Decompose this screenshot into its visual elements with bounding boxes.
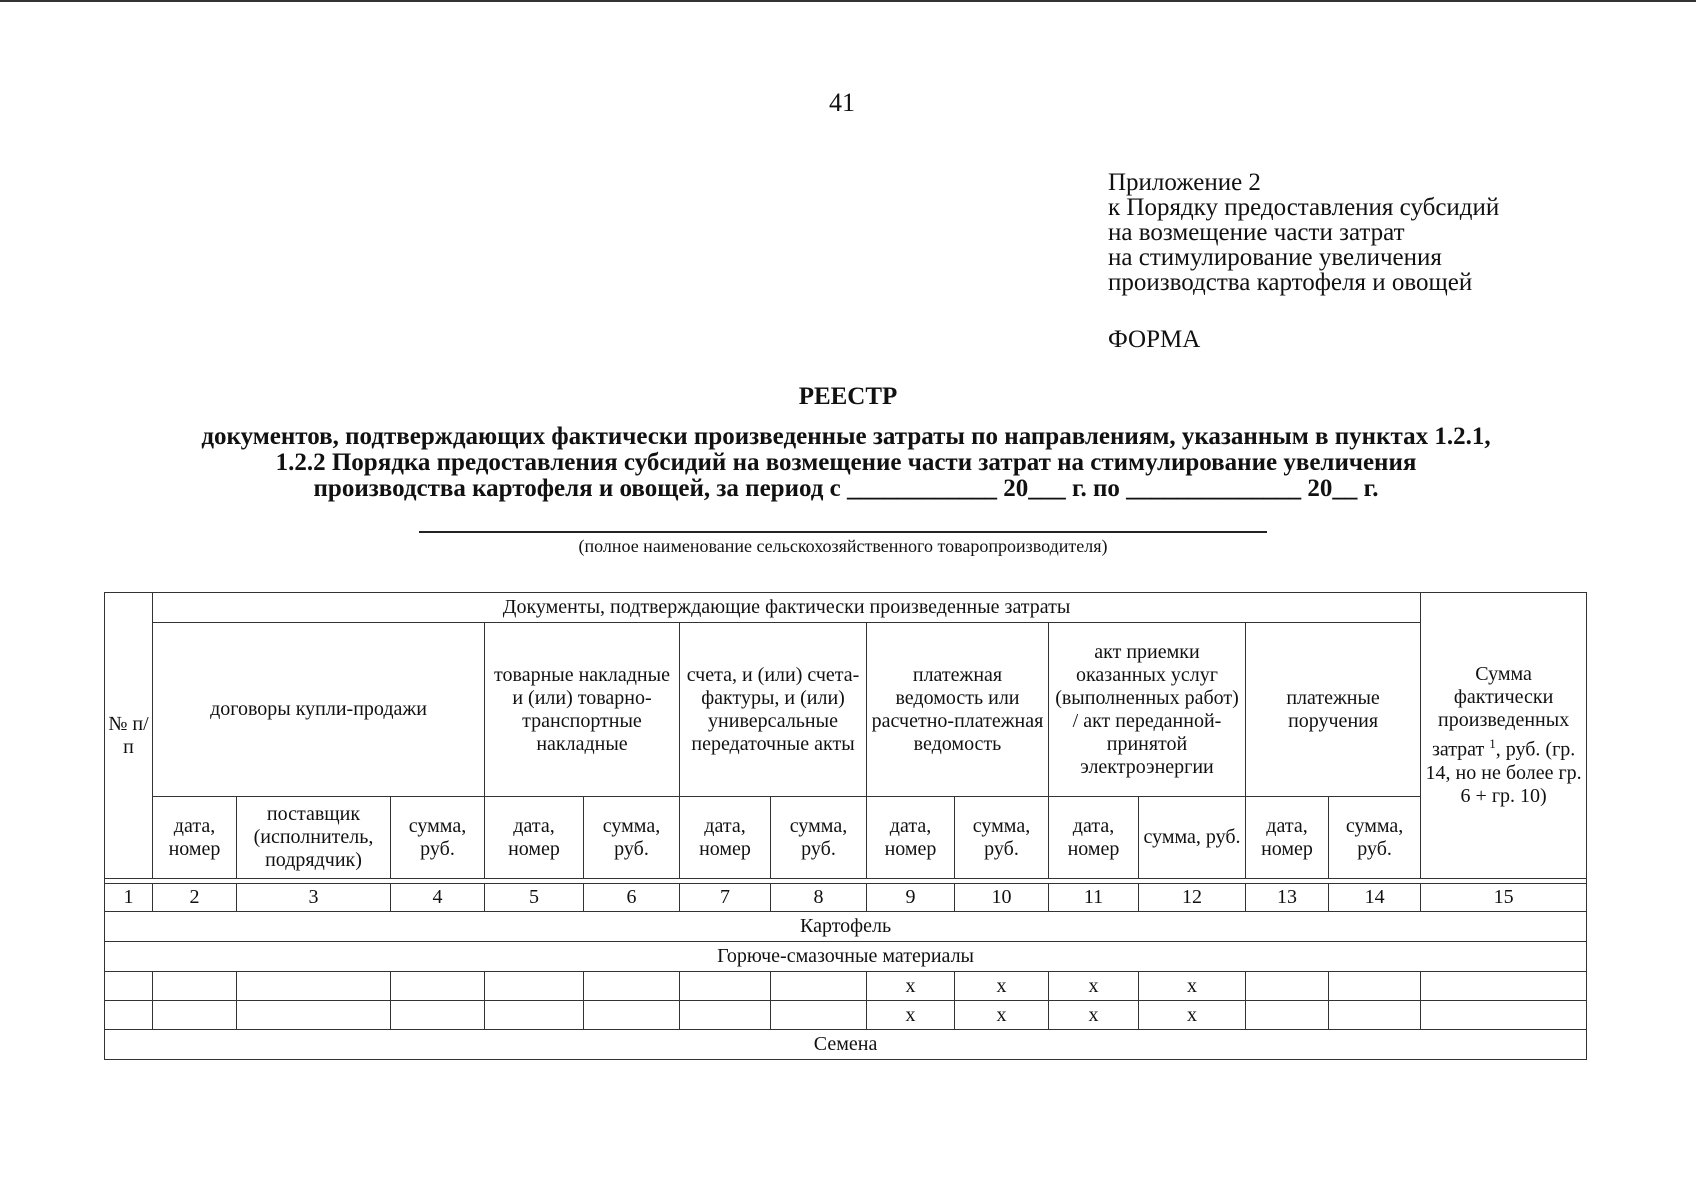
subheader-sum: сумма, руб. [391, 797, 485, 879]
subheader-date-number: дата, номер [680, 797, 771, 879]
subheader-date-number: дата, номер [1246, 797, 1329, 879]
table-cell[interactable] [105, 1001, 153, 1030]
subheader-supplier: поставщик (исполнитель, подрядчик) [237, 797, 391, 879]
na-mark: х [955, 1001, 1049, 1030]
na-mark: х [1139, 1001, 1246, 1030]
column-number: 13 [1246, 884, 1329, 912]
appendix-line: на стимулирование увеличения [1108, 244, 1442, 271]
header-number: № п/п [105, 593, 153, 879]
appendix-line: Приложение 2 [1108, 169, 1261, 196]
table-row [105, 1001, 1587, 1030]
appendix-block [1108, 170, 1499, 295]
na-mark: х [1139, 972, 1246, 1001]
document-title: РЕЕСТР [798, 383, 898, 410]
table-cell[interactable] [680, 1001, 771, 1030]
na-mark: х [955, 972, 1049, 1001]
table-row [105, 972, 1587, 1001]
na-mark: х [1049, 1001, 1139, 1030]
column-number: 10 [955, 884, 1049, 912]
subtitle-line: производства картофеля и овощей, за период с ____________ 20___ г. по ______________ 20__ г. [313, 475, 1379, 502]
column-number: 6 [584, 884, 680, 912]
subheader-date-number: дата, номер [485, 797, 584, 879]
na-mark: х [867, 972, 955, 1001]
header-waybills: товарные накладные и (или) товарно-транспортные накладные [485, 623, 680, 797]
footnote-mark: 1 [1489, 736, 1496, 752]
subheader-sum: сумма, руб. [771, 797, 867, 879]
column-number: 11 [1049, 884, 1139, 912]
table-cell[interactable] [771, 1001, 867, 1030]
sum-header-tail: , руб. (гр. 14, но не более гр. 6 + гр. 10) [1425, 738, 1582, 807]
subtitle-line: документов, подтверждающих фактически произведенные затраты по направлениям, указанным в пунктах 1.2.1, [201, 423, 1491, 450]
column-number: 1 [105, 884, 153, 912]
column-number: 14 [1329, 884, 1421, 912]
table-cell[interactable] [771, 972, 867, 1001]
table-cell[interactable] [485, 972, 584, 1001]
appendix-line: к Порядку предоставления субсидий [1108, 194, 1500, 221]
subheader-date-number: дата, номер [867, 797, 955, 879]
table-cell[interactable] [1246, 1001, 1329, 1030]
registry-table [104, 592, 1587, 1060]
table-cell[interactable] [1329, 972, 1421, 1001]
table-cell[interactable] [584, 972, 680, 1001]
subheader-date-number: дата, номер [1049, 797, 1139, 879]
subheader-sum: сумма, руб. [1329, 797, 1421, 879]
na-mark: х [1049, 972, 1139, 1001]
header-payroll: платежная ведомость или расчетно-платежная ведомость [867, 623, 1049, 797]
form-label: ФОРМА [1108, 326, 1201, 353]
sum-header-text: Сумма фактически произведенных затрат [1431, 663, 1570, 761]
table-cell[interactable] [391, 1001, 485, 1030]
header-payment-orders: платежные поручения [1246, 623, 1421, 797]
header-acts: акт приемки оказанных услуг (выполненных работ) / акт переданной-принятой электроэнергии [1049, 623, 1246, 797]
header-sum-total [1421, 593, 1587, 879]
column-number: 5 [485, 884, 584, 912]
column-number: 8 [771, 884, 867, 912]
table-cell[interactable] [237, 1001, 391, 1030]
header-contracts: договоры купли-продажи [153, 623, 485, 797]
subheader-sum: сумма, руб. [955, 797, 1049, 879]
table-cell[interactable] [1246, 972, 1329, 1001]
table-cell[interactable] [680, 972, 771, 1001]
subheader-sum: сумма, руб. [584, 797, 680, 879]
subtitle-line: 1.2.2 Порядка предоставления субсидий на возмещение части затрат на стимулирование увеличения [275, 449, 1417, 476]
appendix-line: производства картофеля и овощей [1108, 269, 1473, 296]
table-cell[interactable] [153, 1001, 237, 1030]
table-cell[interactable] [584, 1001, 680, 1030]
table-cell[interactable] [485, 1001, 584, 1030]
table-cell[interactable] [1421, 972, 1587, 1001]
na-mark: х [867, 1001, 955, 1030]
column-number: 15 [1421, 884, 1587, 912]
column-number: 9 [867, 884, 955, 912]
table-cell[interactable] [105, 972, 153, 1001]
column-number: 3 [237, 884, 391, 912]
section-seeds: Семена [105, 1030, 1587, 1060]
page-number: 41 [829, 88, 855, 117]
section-fuel: Горюче-смазочные материалы [105, 942, 1587, 972]
table-cell[interactable] [237, 972, 391, 1001]
column-number: 12 [1139, 884, 1246, 912]
producer-name-line[interactable] [419, 531, 1267, 533]
table-cell[interactable] [1329, 1001, 1421, 1030]
header-invoices: счета, и (или) счета-фактуры, и (или) универсальные передаточные акты [680, 623, 867, 797]
document-subtitle [96, 424, 1596, 502]
column-number: 7 [680, 884, 771, 912]
producer-name-caption: (полное наименование сельскохозяйственного товаропроизводителя) [578, 536, 1108, 556]
table-cell[interactable] [391, 972, 485, 1001]
column-number: 4 [391, 884, 485, 912]
table-cell[interactable] [1421, 1001, 1587, 1030]
subheader-date-number: дата, номер [153, 797, 237, 879]
header-documents: Документы, подтверждающие фактически произведенные затраты [153, 593, 1421, 623]
appendix-line: на возмещение части затрат [1108, 219, 1405, 246]
column-number: 2 [153, 884, 237, 912]
table-cell[interactable] [153, 972, 237, 1001]
section-potatoes: Картофель [105, 912, 1587, 942]
page-top-border [0, 0, 1696, 2]
subheader-sum: сумма, руб. [1139, 797, 1246, 879]
